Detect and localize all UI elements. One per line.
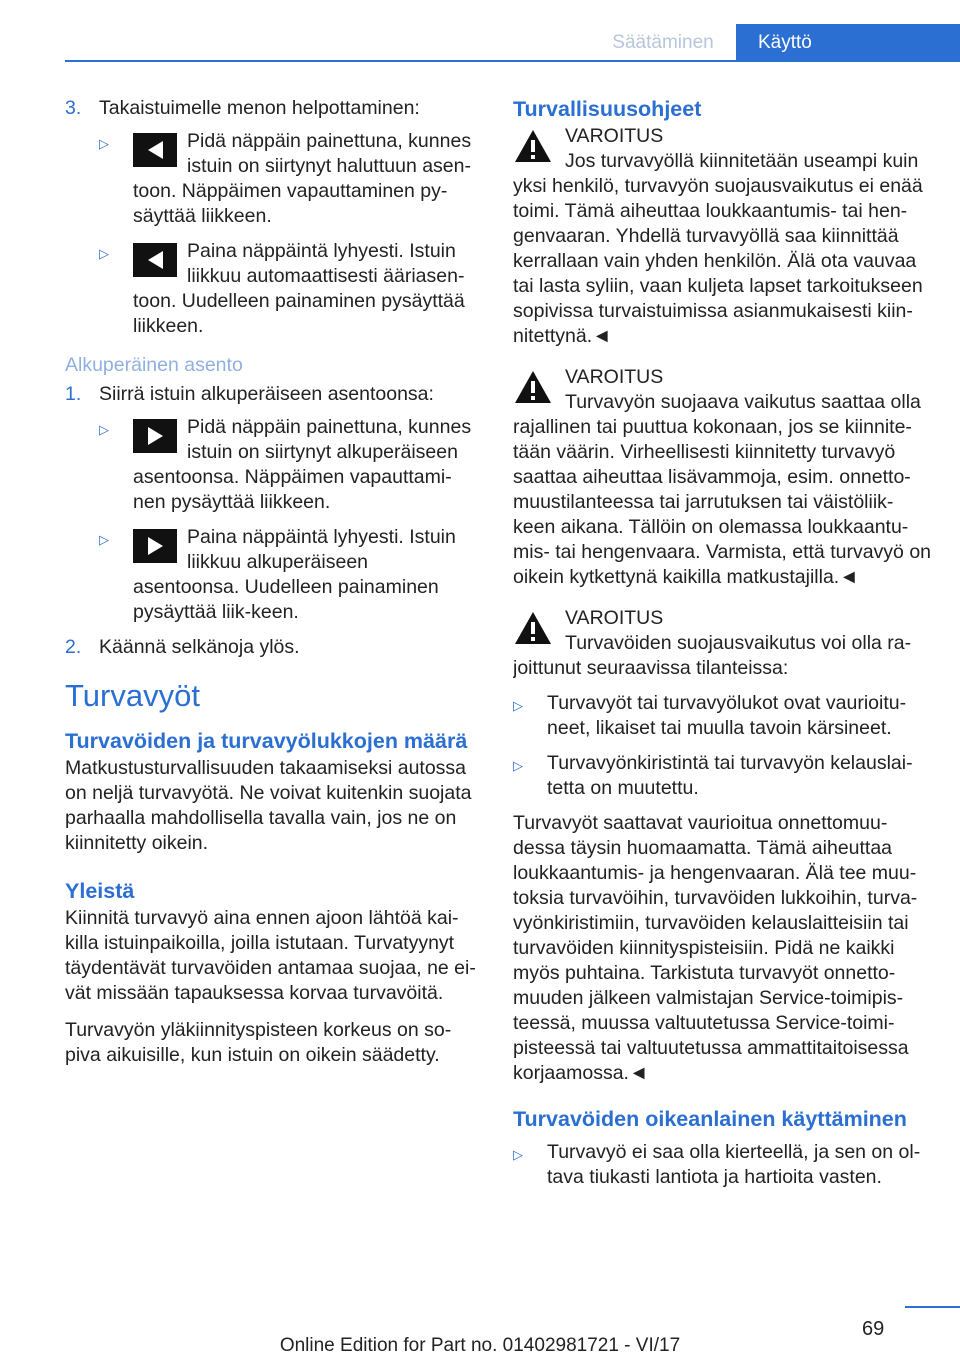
list-text: Käännä selkänoja ylös. — [99, 636, 300, 658]
section-title-turvavyot: Turvavyöt — [65, 678, 200, 713]
warning-text: Jos turvavyöllä kiinnitetään useampi kuin yksi henkilö, turvavyön suojausvaikutus ei enää toimi. Tämä aiheuttaa loukkaantumis- tai hen‐genvaaran. Yhdellä turvavyöllä saa kiinnittää kerrallaan vain yhden henkilön. Älä ota vauvaa tai lasta syliin, vaan kuljeta lapset tarkoitukseen sopivissa turvaistuimissa asianmukaisesti kiin‐nitettynä.◄ — [513, 150, 923, 347]
warning-block — [513, 365, 931, 590]
seat-back-button-icon — [133, 133, 177, 167]
heading-yleista: Yleistä — [65, 879, 135, 903]
warning-triangle-icon — [513, 610, 553, 646]
paragraph: Matkustusturvallisuuden takaamiseksi autossa on neljä turvavyötä. Ne voivat kuitenkin suojata parhaalla mahdollisella tavalla vain, jos ne on kiinnitetty oikein. — [65, 757, 472, 854]
list-number: 1. — [65, 383, 82, 405]
warning-text: Turvavöiden suojausvaikutus voi olla ra‐joittunut seuraavissa tilanteissa: — [513, 632, 912, 679]
seat-forward-button-icon — [133, 419, 177, 453]
paragraph: Turvavyöt saattavat vaurioitua onnettomuu‐dessa täysin huomaamatta. Tämä aiheuttaa loukkaantumis- ja hengenvaaran. Älä tee muu‐toksia turvavöihin, turvavöiden lukkoihin, turva‐vyönkiristimiin, turvavöiden kelauslaitteisiin tai turvavöiden kiinnityspisteisiin. Pidä ne kaikki myös puhtaina. Tarkistuta turvavyöt onnetto‐muuden jälkeen valmistajan Service-toimipis‐teessä, muussa valtuutetussa Service-toimi‐pisteessä tai valtuutetussa ammattitaitoisessa korjaamossa.◄ — [513, 812, 918, 1084]
bullet-icon: ▷ — [99, 246, 109, 261]
bullet-item — [513, 751, 931, 801]
bullet-text: Turvavyöt tai turvavyölukot ovat vaurioitu‐neet, likaiset tai muulla tavoin kärsineet. — [547, 692, 907, 739]
bullet-icon: ▷ — [513, 1147, 523, 1162]
seat-back-button-icon — [133, 243, 177, 277]
bullet-text: Turvavyö ei saa olla kierteellä, ja sen on ol‐tava tiukasti lantiota ja hartioita vasten. — [547, 1141, 921, 1188]
list-item-2 — [65, 635, 477, 660]
bullet-icon: ▷ — [99, 422, 109, 437]
warning-text: Turvavyön suojaava vaikutus saattaa olla rajallinen tai puuttua kokonaan, jos se kiinnite‐tään väärin. Virheellisesti kiinnitetty turvavyö saattaa aiheuttaa lisävammoja, esim. onnetto‐muustilanteessa tai jarrutuksen tai väistöliik‐keen aikana. Tällöin on olemassa loukkaantu‐mis- tai hengenvaara. Varmista, että turvavyö on oikein kytkettynä kaikilla matkustajilla.◄ — [513, 391, 931, 588]
seat-forward-button-icon — [133, 529, 177, 563]
list-text: Siirrä istuin alkuperäiseen asentoonsa: — [99, 383, 434, 405]
list-text: Takaistuimelle menon helpottaminen: — [99, 97, 420, 119]
bullet-text: Turvavyönkiristintä tai turvavyön kelauslai‐tetta on muutettu. — [547, 752, 913, 799]
bullet-item — [99, 415, 477, 515]
bullet-item — [99, 239, 477, 339]
heading-turvallisuusohjeet: Turvallisuusohjeet — [513, 97, 702, 121]
warning-label: VAROITUS — [565, 125, 664, 147]
bullet-item — [99, 525, 477, 625]
list-item-3 — [65, 96, 477, 121]
list-number: 3. — [65, 97, 82, 119]
bullet-icon: ▷ — [513, 758, 523, 773]
tab-kaytto[interactable]: Käyttö — [736, 24, 960, 62]
warning-block — [513, 606, 931, 681]
bullet-item — [99, 129, 477, 229]
paragraph: Kiinnitä turvavyö aina ennen ajoon lähtöä kai‐killa istuinpaikoilla, joilla istutaan. Turvatyynyt täydentävät turvavöiden antamaa suojaa, ne ei‐vät missään tapauksessa korvaa turvavöitä. — [65, 907, 476, 1004]
subheading-alkuperainen: Alkuperäinen asento — [65, 354, 243, 376]
bullet-text: Paina näppäintä lyhyesti. Istuin liikkuu alkuperäiseen asentoonsa. Uudelleen painaminen pysäyttää liik‐keen. — [133, 526, 456, 623]
bullet-text: Pidä näppäin painettuna, kunnes istuin on siirtynyt alkuperäiseen asentoonsa. Näppäimen vapauttami‐nen pysäyttää liikkeen. — [133, 416, 472, 513]
left-column — [65, 96, 477, 1080]
footer-edition: Online Edition for Part no. 01402981721 - VI/17 — [279, 1335, 681, 1356]
heading-oikeanlainen-kaytto: Turvavöiden oikeanlainen käyttäminen — [513, 1107, 907, 1131]
list-item-1 — [65, 382, 477, 407]
bullet-text: Paina näppäintä lyhyesti. Istuin liikkuu automaattisesti ääriasen‐toon. Uudelleen painaminen pysäyttää liikkeen. — [133, 240, 465, 337]
paragraph: Turvavyön yläkiinnityspisteen korkeus on so‐piva aikuisille, kun istuin on oikein säädetty. — [65, 1019, 452, 1066]
warning-triangle-icon — [513, 128, 553, 164]
warning-block — [513, 124, 931, 349]
bullet-text: Pidä näppäin painettuna, kunnes istuin on siirtynyt haluttuun asen‐toon. Näppäimen vapauttaminen py‐säyttää liikkeen. — [133, 130, 472, 227]
bullet-icon: ▷ — [99, 136, 109, 151]
bullet-item — [513, 1140, 931, 1190]
bullet-icon: ▷ — [513, 698, 523, 713]
right-column — [513, 96, 931, 1200]
warning-triangle-icon — [513, 369, 553, 405]
page-number: 69 — [862, 1318, 885, 1340]
list-number: 2. — [65, 636, 82, 658]
warning-label: VAROITUS — [565, 366, 664, 388]
warning-label: VAROITUS — [565, 607, 664, 629]
bullet-item — [513, 691, 931, 741]
tab-saataminen[interactable]: Säätäminen — [612, 32, 714, 53]
bullet-icon: ▷ — [99, 532, 109, 547]
heading-turvavoiden-maara: Turvavöiden ja turvavyölukkojen määrä — [65, 729, 468, 753]
footer-rule — [905, 1306, 960, 1308]
